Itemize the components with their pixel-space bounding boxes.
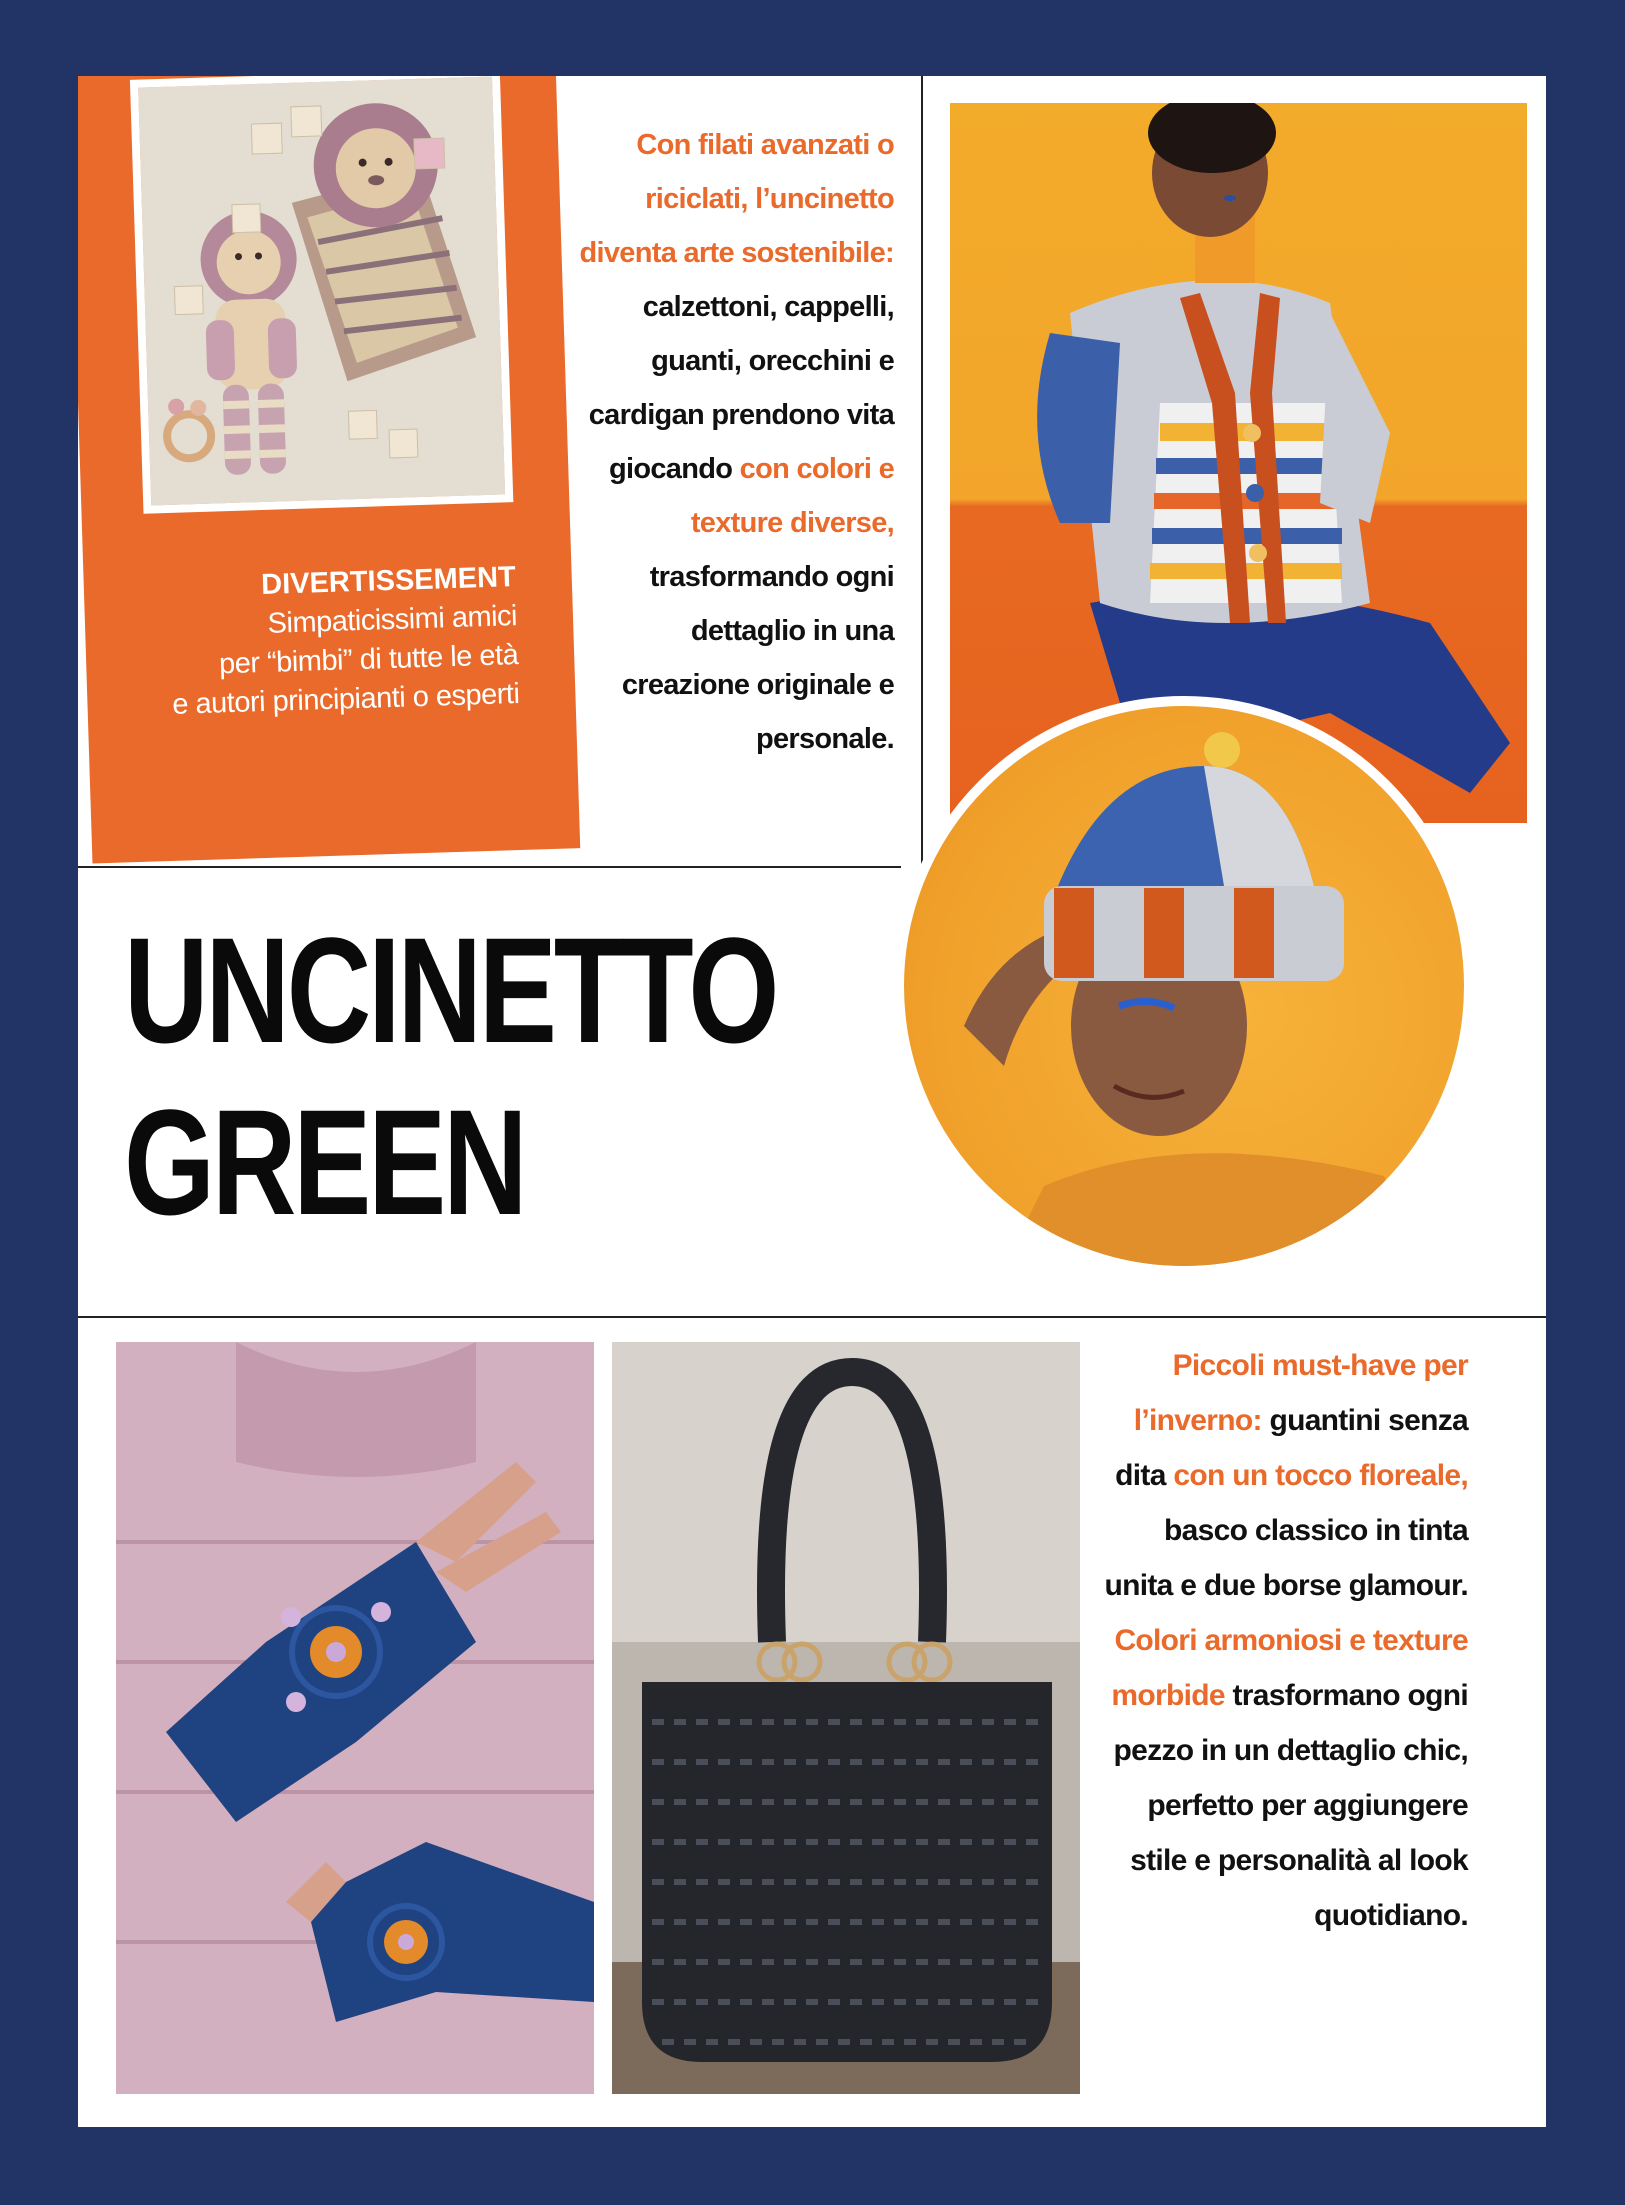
gloves-photo	[116, 1342, 594, 2094]
toys-caption-line: Simpaticissimi amici	[267, 600, 518, 640]
accessories-text	[1092, 1338, 1468, 1943]
crochet-lions-photo	[130, 76, 513, 514]
toys-caption	[83, 558, 520, 727]
hat-illustration	[904, 706, 1464, 1266]
accessories-highlight: Piccoli must-have per l’inverno:	[1133, 1349, 1468, 1437]
intro-highlight: Con filati avanzati o riciclati, l’uncinetto diventa arte sostenibile:	[579, 129, 894, 269]
bag-photo	[612, 1342, 1080, 2094]
headline	[124, 904, 777, 1248]
column-divider	[921, 76, 923, 876]
accessories-body: guantini senza dita	[1115, 1404, 1468, 1492]
intro-highlight: con colori e texture diverse,	[690, 453, 894, 539]
toys-card	[78, 76, 580, 863]
accessories-body: trasformano ogni pezzo in un dettaglio chic, perfetto per aggiungere stile e personalità al look quotidiano.	[1113, 1679, 1468, 1932]
headline-line-1: UNCINETTO	[124, 906, 777, 1074]
toys-caption-line: e autori principianti o esperti	[171, 677, 520, 721]
toys-caption-title: DIVERTISSEMENT	[260, 561, 517, 602]
accessories-highlight: Colori armoniosi e texture morbide	[1111, 1624, 1468, 1712]
crochet-lions-illustration	[138, 77, 505, 506]
section-rule	[78, 1316, 1546, 1318]
intro-text	[570, 118, 894, 766]
intro-body: trasformando ogni dettaglio in una creazione originale e personale.	[621, 561, 894, 755]
gloves-illustration	[116, 1342, 594, 2094]
accessories-body: basco classico in tinta unita e due borse glamour.	[1104, 1514, 1468, 1602]
toys-caption-line: per “bimbi” di tutte le età	[218, 639, 519, 681]
intro-body: calzettoni, cappelli, guanti, orecchini e cardigan prendono vita giocando	[588, 291, 894, 485]
accessories-highlight: con un tocco floreale,	[1173, 1459, 1468, 1492]
headline-rule	[78, 866, 901, 868]
hat-photo	[894, 696, 1474, 1276]
headline-line-2: GREEN	[124, 1078, 525, 1246]
magazine-page	[78, 76, 1546, 2127]
bag-illustration	[612, 1342, 1080, 2094]
